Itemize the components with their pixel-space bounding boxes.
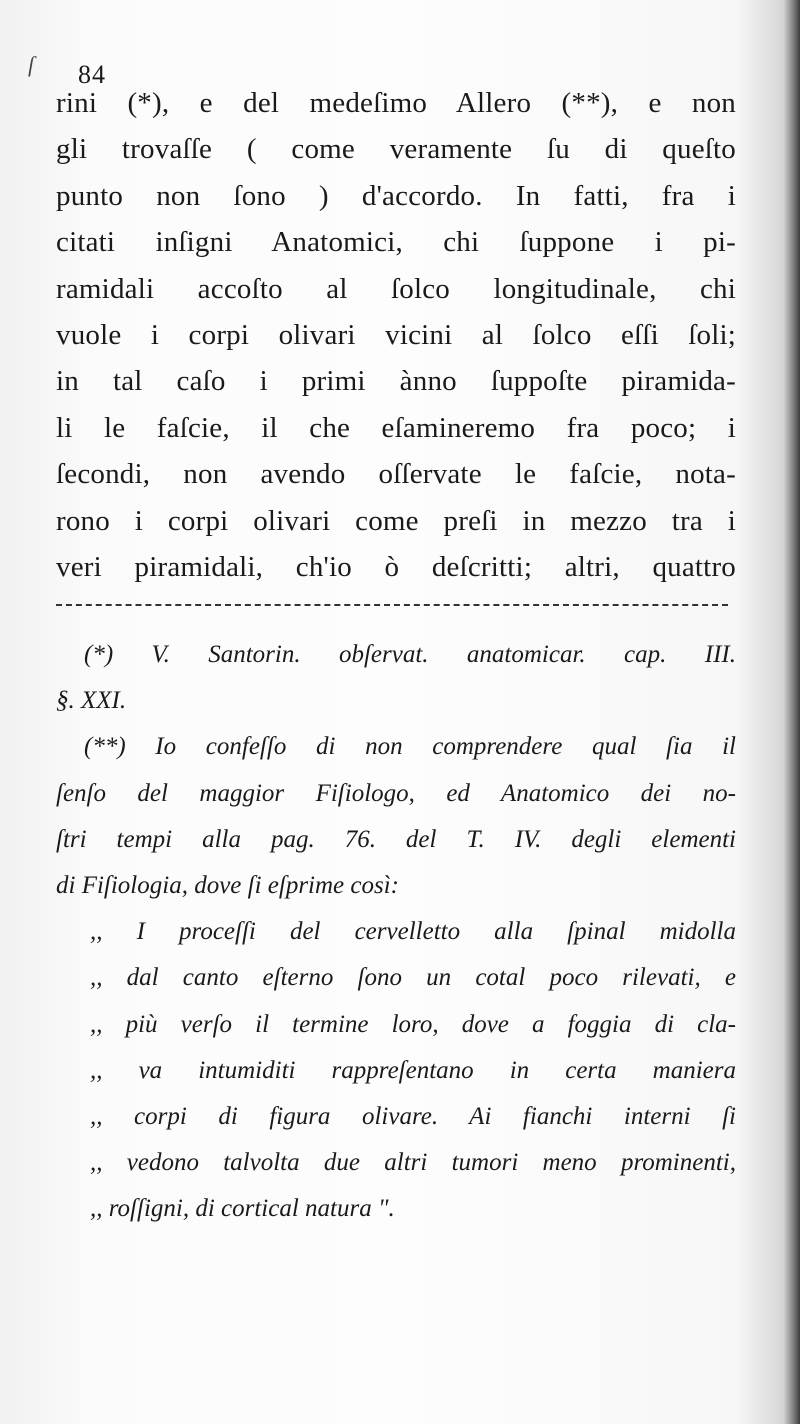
body-text xyxy=(56,80,736,590)
footnote-quote-line: ,, va intumiditi rappreſentano in certa maniera xyxy=(90,1056,736,1084)
page-number: 84 xyxy=(78,60,106,89)
body-line: citati inſigni Anatomici, chi ſuppone i pi- xyxy=(56,226,736,259)
footnote-line: di Fiſiologia, dove ſi eſprime così: xyxy=(56,871,399,899)
body-line: ramidali accoſto al ſolco longitudinale, chi xyxy=(56,272,736,305)
footnote-separator-rule xyxy=(56,604,728,606)
footnote-quote-line: ,, più verſo il termine loro, dove a foggia di cla- xyxy=(90,1010,736,1038)
body-line: gli trovaſſe ( come veramente ſu di queſto xyxy=(56,133,736,166)
body-line: rono i corpi olivari come preſi in mezzo tra i xyxy=(56,504,736,537)
footnote-quote-line: ,, I proceſſi del cervelletto alla ſpinal midolla xyxy=(90,918,736,946)
body-line: vuole i corpi olivari vicini al ſolco eſſi ſoli; xyxy=(56,318,736,351)
footnote-line: ſenſo del maggior Fiſiologo, ed Anatomico dei no- xyxy=(56,779,736,807)
footnotes xyxy=(56,632,736,1232)
body-line: punto non ſono ) d'accordo. In fatti, fra i xyxy=(56,179,736,212)
footnote-line: (*) V. Santorin. obſervat. anatomicar. cap. III. xyxy=(84,641,736,668)
page-edge-shadow xyxy=(784,0,800,1424)
footnote-quote-line: ,, vedono talvolta due altri tumori meno prominenti, xyxy=(90,1149,736,1177)
footnote-line: ſtri tempi alla pag. 76. del T. IV. degli elementi xyxy=(56,825,736,853)
footnote-quote-line: ,, roſſigni, di cortical natura ". xyxy=(90,1195,395,1223)
footnote-line: §. XXI. xyxy=(56,687,127,715)
body-line: rini (*), e del medeſimo Allero (**), e non xyxy=(56,87,736,119)
footnote-quote-line: ,, corpi di figura olivare. Ai fianchi interni ſi xyxy=(90,1102,736,1130)
body-line: li le faſcie, il che eſamineremo fra poco; i xyxy=(56,411,736,444)
body-line: veri piramidali, ch'io ò deſcritti; altri, quattro xyxy=(56,550,736,583)
margin-mark: ſ xyxy=(28,52,35,77)
footnote-quote-line: ,, dal canto eſterno ſono un cotal poco rilevati, e xyxy=(90,964,736,992)
footnote-line: (**) Io confeſſo di non comprendere qual ſia il xyxy=(84,733,736,761)
body-line: in tal caſo i primi ànno ſuppoſte piramida- xyxy=(56,365,736,398)
body-line: ſecondi, non avendo oſſervate le faſcie, nota- xyxy=(56,458,736,491)
